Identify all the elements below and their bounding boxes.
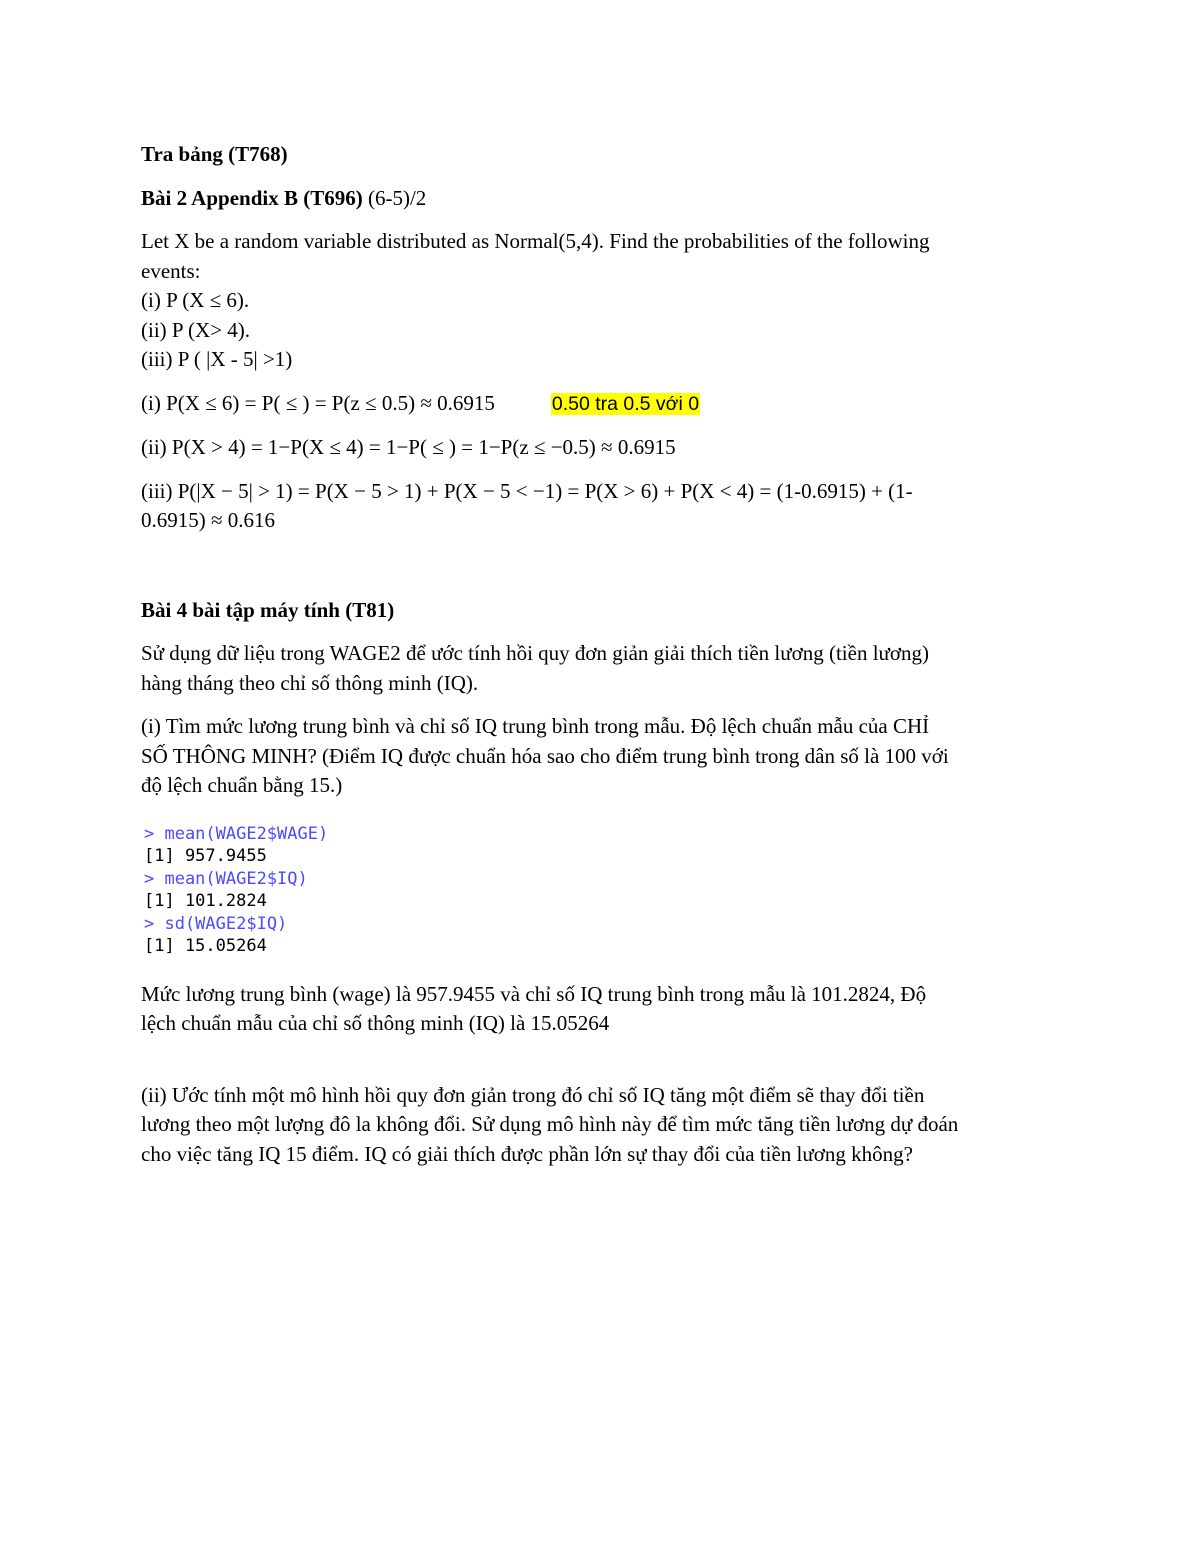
spacer <box>141 1053 1071 1081</box>
result-line: Mức lương trung bình (wage) là 957.9455 và chỉ số IQ trung bình trong mẫu là 101.2824, Độ <box>141 981 927 1006</box>
answer-iii-line: 0.6915) ≈ 0.616 <box>141 508 276 532</box>
answer-i-text: (i) P(X ≤ 6) = P( ≤ ) = P(z ≤ 0.5) ≈ 0.6915 <box>141 390 495 415</box>
console-result: [1] 15.05264 <box>144 936 267 956</box>
problem-line: (iii) P ( |X - 5| >1) <box>141 347 293 371</box>
console-result: [1] 957.9455 <box>144 846 267 866</box>
answer-i <box>141 389 1071 420</box>
exercise2-heading <box>141 184 1071 214</box>
spacer <box>141 550 1071 596</box>
exercise4-heading: Bài 4 bài tập máy tính (T81) <box>141 597 395 622</box>
problem-line: events: <box>141 258 201 283</box>
console-result: [1] 101.2824 <box>144 891 267 911</box>
page-title: Tra bảng (T768) <box>141 142 288 166</box>
problem-line: (ii) P (X> 4). <box>141 317 251 342</box>
console-command: > sd(WAGE2$IQ) <box>144 913 288 934</box>
highlighted-note: 0.50 tra 0.5 với 0 <box>551 392 700 415</box>
console-command: > mean(WAGE2$WAGE) <box>144 823 329 844</box>
exercise2-heading-bold: Bài 2 Appendix B (T696) <box>141 185 363 210</box>
part-i-line: SỐ THÔNG MINH? (Điểm IQ được chuẩn hóa sao cho điểm trung bình trong dân số là 100 với <box>141 743 949 768</box>
answer-ii <box>141 433 1071 463</box>
exercise4-part-i <box>141 712 1071 801</box>
exercise4-part-ii <box>141 1081 1071 1170</box>
part-ii-line: (ii) Ước tính một mô hình hồi quy đơn giản trong đó chỉ số IQ tăng một điểm sẽ thay đổi tiền <box>141 1082 925 1107</box>
part-i-line: độ lệch chuẩn bằng 15.) <box>141 773 343 797</box>
problem-line: Let X be a random variable distributed as Normal(5,4). Find the probabilities of the following <box>141 229 930 253</box>
intro-line: Sử dụng dữ liệu trong WAGE2 để ước tính hồi quy đơn giản giải thích tiền lương (tiền lương) <box>141 641 930 665</box>
exercise2-heading-extra: (6-5)/2 <box>362 185 427 210</box>
problem-line: (i) P (X ≤ 6). <box>141 288 250 312</box>
answer-ii-text: (ii) P(X > 4) = 1−P(X ≤ 4) = 1−P( ≤ ) = 1−P(z ≤ −0.5) ≈ 0.6915 <box>141 435 676 459</box>
answer-iii <box>141 477 1071 536</box>
result-line: lệch chuẩn mẫu của chỉ số thông minh (IQ) là 15.05264 <box>141 1011 610 1035</box>
r-console-output <box>144 823 1071 958</box>
part-ii-line: cho việc tăng IQ 15 điểm. IQ có giải thích được phần lớn sự thay đổi của tiền lương không? <box>141 1141 913 1166</box>
part-i-line: (i) Tìm mức lương trung bình và chỉ số IQ trung bình trong mẫu. Độ lệch chuẩn mẫu của CHỈ <box>141 714 930 738</box>
exercise4-result <box>141 980 1071 1039</box>
answer-iii-line: (iii) P(|X − 5| > 1) = P(X − 5 > 1) + P(X − 5 < −1) = P(X > 6) + P(X < 4) = (1-0.6915) + (1- <box>141 478 913 503</box>
console-command: > mean(WAGE2$IQ) <box>144 868 308 889</box>
part-ii-line: lương theo một lượng đô la không đổi. Sử dụng mô hình này để tìm mức tăng tiền lương dự đoán <box>141 1112 959 1136</box>
intro-line: hàng tháng theo chỉ số thông minh (IQ). <box>141 670 479 695</box>
exercise4-intro <box>141 639 1071 698</box>
exercise2-problem <box>141 227 1071 375</box>
document-page <box>141 140 1071 1183</box>
